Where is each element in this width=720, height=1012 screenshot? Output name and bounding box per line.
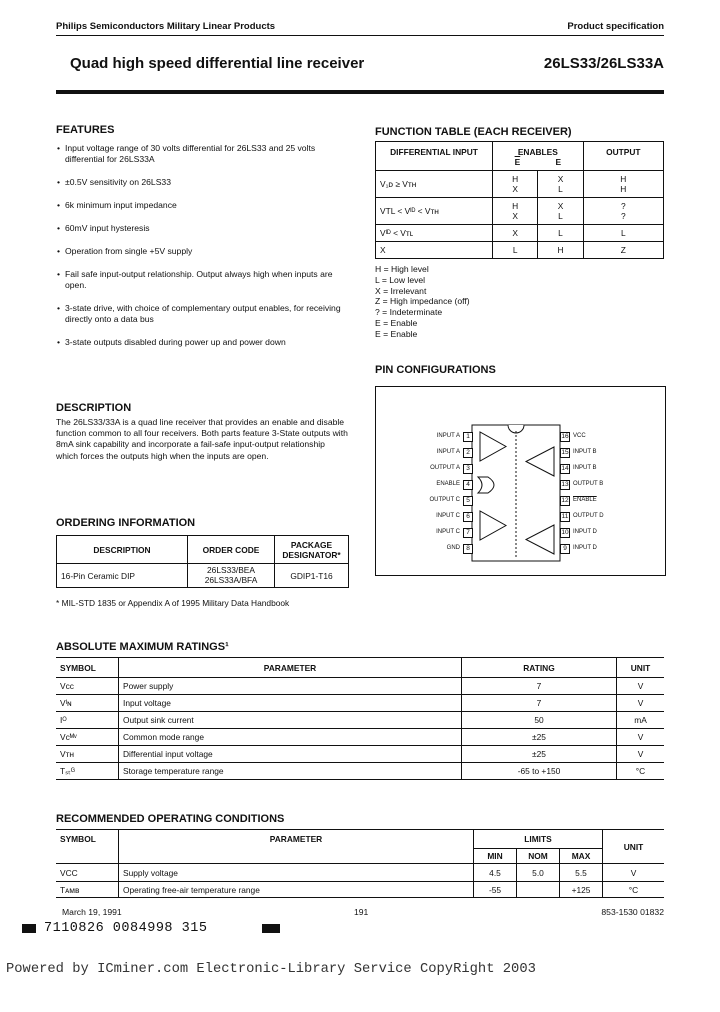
pin-number: 4 [463, 480, 473, 490]
ft-cell: L [583, 225, 663, 242]
pin-number: 14 [561, 465, 569, 472]
ft-col-input: DIFFERENTIAL INPUT [376, 142, 493, 171]
ordering-table [56, 535, 349, 588]
pin-label: INPUT D [573, 529, 597, 535]
receiver-b-symbol [526, 447, 554, 476]
function-table-heading: FUNCTION TABLE (EACH RECEIVER) [375, 126, 572, 138]
feature-item: • 6k minimum input impedance [57, 200, 349, 211]
pin-label: INPUT A [436, 449, 460, 455]
abs-cell: Vᴵɴ [56, 695, 119, 712]
abs-cell: Common mode range [119, 729, 462, 746]
rec-cell: Tᴀᴍʙ [56, 882, 119, 898]
header-rule-thick [56, 90, 664, 94]
pin-number: 12 [561, 497, 569, 504]
legend-item: X = Irrelevant [375, 285, 427, 296]
pin-number: 2 [463, 448, 473, 458]
function-table [375, 141, 664, 259]
ft-col-output: OUTPUT [583, 142, 663, 171]
ft-cell: X L [538, 171, 583, 198]
receiver-d-symbol [526, 525, 554, 554]
pin-number: 6 [463, 512, 473, 522]
feature-item: • Input voltage range of 30 volts differential for 26LS33 and 25 volts differential for 26LS33A [57, 143, 349, 165]
ft-cell: Z [583, 242, 663, 259]
feature-item: • 3-state drive, with choice of complementary output enables, for receiving directly onto a data bus [57, 303, 349, 325]
rec-col-max: MAX [560, 849, 603, 864]
ordering-heading: ORDERING INFORMATION [56, 517, 196, 529]
abs-cell: V [637, 698, 644, 708]
feature-item: • Operation from single +5V supply [57, 246, 349, 257]
ft-cell: X [376, 242, 493, 259]
ft-cell: X L [538, 198, 583, 225]
receiver-a-symbol [480, 432, 506, 461]
pin-number: 13 [561, 481, 569, 488]
pin-label: INPUT B [573, 465, 597, 471]
page-title: Quad high speed differential line receiver [70, 55, 365, 72]
ft-cell: H X [493, 198, 538, 225]
company-line: Philips Semiconductors Military Linear Products [56, 21, 276, 32]
abs-cell: Differential input voltage [119, 746, 462, 763]
rec-col-symbol: SYMBOL [56, 830, 119, 864]
abs-col-unit: UNIT [630, 662, 651, 673]
header-rule-thin [56, 35, 664, 36]
copyright-line: Powered by ICminer.com Electronic-Library Service CopyRight 2003 [6, 962, 536, 977]
rec-cell: +125 [560, 882, 603, 898]
pin-config-heading: PIN CONFIGURATIONS [375, 364, 496, 376]
abs-cell: Iᴼ [56, 712, 119, 729]
barcode-block-right [262, 924, 280, 933]
part-number: 26LS33/26LS33A [543, 55, 664, 72]
pin-diagram-frame [375, 386, 666, 576]
pin-label: OUTPUT A [430, 465, 460, 471]
pin-label: OUTPUT B [573, 481, 604, 487]
pin-number: 7 [463, 528, 473, 538]
ft-cell: L [538, 225, 583, 242]
abs-cell: ±25 [462, 746, 617, 763]
abs-cell: 7 [462, 695, 617, 712]
pin-label: ENABLE [573, 497, 597, 503]
footer-page: 191 [354, 907, 369, 917]
ft-cell: H [538, 242, 583, 259]
abs-max-heading: ABSOLUTE MAXIMUM RATINGS¹ [56, 641, 229, 653]
pin-number: 1 [463, 432, 473, 442]
footer-barcode-number: 7110826 0084998 315 [44, 921, 208, 936]
ft-cell: H X [493, 171, 538, 198]
abs-cell: V [637, 681, 644, 691]
feature-item: • ±0.5V sensitivity on 26LS33 [57, 177, 349, 188]
rec-col-unit: UNIT [603, 830, 665, 864]
receiver-c-symbol [480, 511, 506, 540]
pin-number: 9 [560, 544, 570, 554]
features-heading: FEATURES [56, 124, 115, 136]
ordering-col-pkg: PACKAGE DESIGNATOR* [275, 536, 349, 564]
function-table-legend [375, 264, 470, 340]
ordering-row-pkg: GDIP1-T16 [275, 564, 349, 588]
abs-cell: Tₛₜᴳ [56, 763, 119, 780]
pin-label: OUTPUT D [573, 513, 604, 519]
pin-number: 8 [463, 544, 473, 554]
legend-item: H = High level [375, 264, 429, 274]
rec-cell: Operating free-air temperature range [119, 882, 474, 898]
rec-col-limits: LIMITS [474, 830, 603, 849]
rec-cell [517, 882, 560, 898]
pin-label: OUTPUT C [429, 497, 460, 503]
pin-label: ENABLE [436, 481, 460, 487]
abs-cell: Storage temperature range [119, 763, 462, 780]
legend-item: ? = Indeterminate [375, 307, 443, 318]
rec-col-min: MIN [474, 849, 517, 864]
rec-cell: 5.0 [517, 864, 560, 882]
pin-label: GND [446, 545, 460, 551]
abs-max-table [56, 657, 664, 780]
ft-cell: H H [583, 171, 663, 198]
abs-col-param: PARAMETER [119, 658, 462, 678]
legend-item: L = Low level [375, 274, 426, 285]
rec-op-table [56, 829, 664, 898]
ft-cell: VTL < Vᴵᴰ < Vᴛʜ [376, 198, 493, 225]
abs-cell: Output sink current [119, 712, 462, 729]
ordering-col-desc: DESCRIPTION [57, 536, 188, 564]
pin-label: INPUT C [436, 529, 460, 535]
legend-item: E = Enable [375, 317, 418, 328]
pin-label: INPUT A [436, 433, 460, 439]
pin-label: VCC [573, 433, 586, 439]
pin-label: INPUT C [436, 513, 460, 519]
rec-cell: Supply voltage [119, 864, 474, 882]
abs-col-rating: RATING [462, 658, 617, 678]
ft-cell: V₁ᴅ ≥ Vᴛʜ [376, 171, 493, 198]
rec-cell: -55 [474, 882, 517, 898]
ordering-row-code: 26LS33/BEA 26LS33A/BFA [188, 564, 275, 588]
ordering-note: * MIL-STD 1835 or Appendix A of 1995 Military Data Handbook [56, 598, 290, 608]
pin-number: 15 [561, 449, 569, 456]
rec-cell: VCC [56, 864, 119, 882]
feature-item: • 60mV input hysteresis [57, 223, 349, 234]
abs-cell: 7 [462, 678, 617, 695]
abs-cell: V [637, 732, 644, 742]
feature-item: • 3-state outputs disabled during power up and power down [57, 337, 349, 348]
pin-label: INPUT D [573, 545, 597, 551]
abs-cell: Vᴄᴄ [56, 678, 119, 695]
rec-cell: 5.5 [560, 864, 603, 882]
ordering-row-desc: 16-Pin Ceramic DIP [57, 564, 188, 588]
legend-item: E = Enable [375, 328, 418, 339]
rec-op-heading: RECOMMENDED OPERATING CONDITIONS [56, 813, 285, 825]
abs-cell: Input voltage [119, 695, 462, 712]
pin-number: 16 [561, 433, 569, 440]
barcode-block-left [22, 924, 36, 933]
rec-cell: 4.5 [474, 864, 517, 882]
description-text: The 26LS33/33A is a quad line receiver that provides an enable and disable function common to all four receivers. Both parts feature 3-State outputs with 8mA sink capability and incorporate a fail-safe input-output relationship which forces the outputs high when the inputs are open. [56, 417, 348, 461]
rec-col-nom: NOM [517, 849, 560, 864]
ordering-col-code: ORDER CODE [188, 536, 275, 564]
ft-cell: X [493, 225, 538, 242]
abs-cell: 50 [462, 712, 617, 729]
abs-cell: -65 to +150 [462, 763, 617, 780]
pin-number: 11 [561, 513, 569, 520]
pin-number: 3 [463, 464, 473, 474]
feature-item: • Fail safe input-output relationship. Output always high when inputs are open. [57, 269, 349, 291]
legend-item: Z = High impedance (off) [375, 296, 470, 307]
footer-docnum: 853-1530 01832 [601, 907, 664, 917]
features-list [57, 143, 349, 360]
rec-col-param: PARAMETER [119, 830, 474, 864]
ft-cell: ? ? [583, 198, 663, 225]
abs-col-symbol: SYMBOL [56, 658, 119, 678]
rec-cell: °C [628, 884, 639, 895]
doc-type: Product specification [567, 21, 664, 32]
ft-col-enables: ENABLES $\overline{E}$ E [493, 142, 584, 171]
abs-cell: Vᴛʜ [56, 746, 119, 763]
pin-number: 5 [463, 496, 473, 506]
pin-label: INPUT B [573, 449, 597, 455]
description-heading: DESCRIPTION [56, 402, 132, 414]
abs-cell: °C [635, 766, 646, 776]
abs-cell: Power supply [119, 678, 462, 695]
abs-cell: mA [634, 715, 647, 725]
abs-cell: Vᴄᴹᵛ [56, 729, 119, 746]
enable-or-gate [478, 477, 494, 493]
abs-cell: ±25 [462, 729, 617, 746]
ft-cell: L [493, 242, 538, 259]
pin-number: 10 [561, 529, 569, 536]
footer-date: March 19, 1991 [62, 907, 122, 917]
abs-cell: V [637, 749, 644, 759]
ft-cell: Vᴵᴰ < Vᴛʟ [376, 225, 493, 242]
rec-cell: V [630, 867, 637, 878]
